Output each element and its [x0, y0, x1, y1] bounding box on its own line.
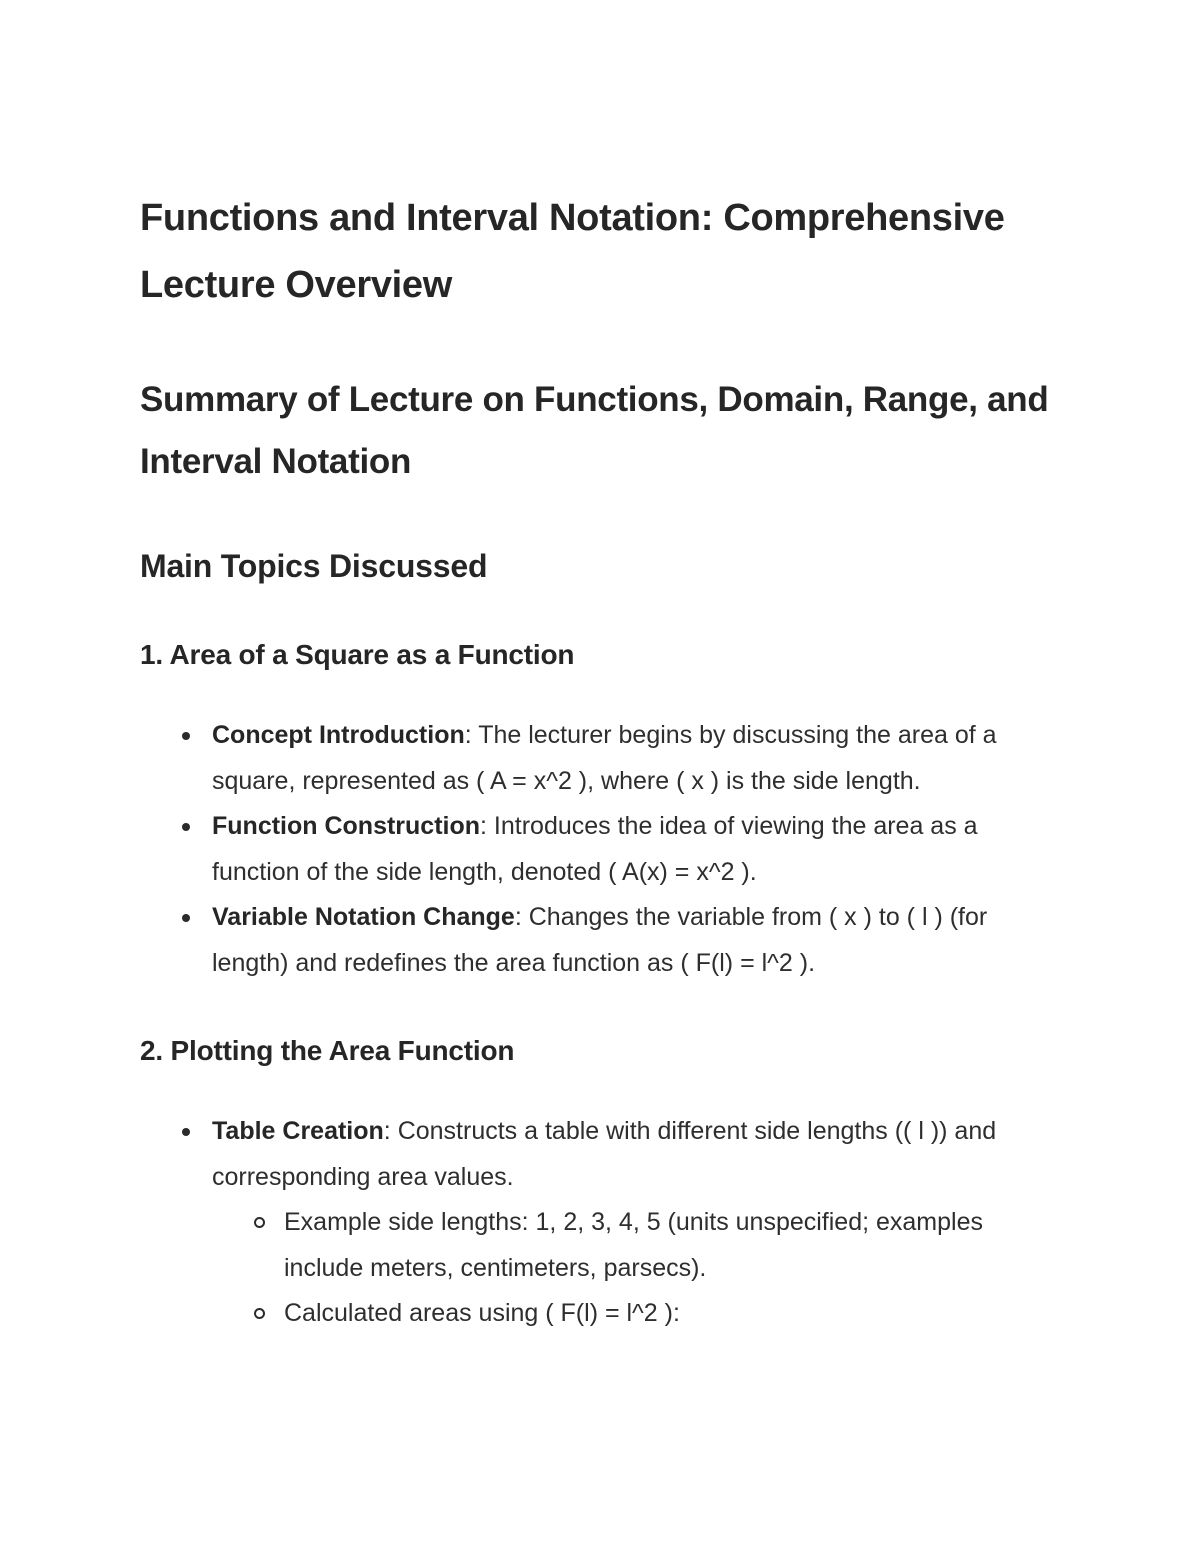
- list-item-text: : Constructs a table with different side lengths (( l )) and corresponding area values.: [212, 1117, 997, 1191]
- document-page: [140, 185, 1060, 1337]
- document-subtitle: Summary of Lecture on Functions, Domain, Range, and Interval Notation: [140, 380, 1049, 481]
- bullet-list: [140, 1109, 1060, 1337]
- list-item: [212, 713, 1060, 804]
- list-item-term: Function Construction: [212, 812, 481, 840]
- sub-list-item: Calculated areas using ( F(l) = l^2 ):: [284, 1291, 1060, 1337]
- section-heading: 2. Plotting the Area Function: [140, 1035, 515, 1066]
- section-heading: 1. Area of a Square as a Function: [140, 639, 575, 670]
- sub-list-item: Example side lengths: 1, 2, 3, 4, 5 (units unspecified; examples include meters, centimeters, parsecs).: [284, 1200, 1060, 1291]
- main-topics-heading: Main Topics Discussed: [140, 548, 488, 584]
- list-item-term: Table Creation: [212, 1117, 384, 1145]
- list-item: [212, 895, 1060, 986]
- list-item-text: : Introduces the idea of viewing the area as a function of the side length, denoted ( A(x) = x^2 ).: [212, 812, 978, 886]
- list-item-text: : Changes the variable from ( x ) to ( l ) (for length) and redefines the area function as ( F(l) = l^2 ).: [212, 903, 988, 977]
- sub-bullet-list: [212, 1200, 1060, 1337]
- list-item-term: Concept Introduction: [212, 721, 465, 749]
- list-item: [212, 1109, 1060, 1337]
- list-item-term: Variable Notation Change: [212, 903, 515, 931]
- list-item: [212, 804, 1060, 895]
- bullet-list: [140, 713, 1060, 986]
- list-item-text: : The lecturer begins by discussing the area of a square, represented as ( A = x^2 ), where ( x ) is the side length.: [212, 721, 997, 795]
- document-title: Functions and Interval Notation: Comprehensive Lecture Overview: [140, 197, 1005, 306]
